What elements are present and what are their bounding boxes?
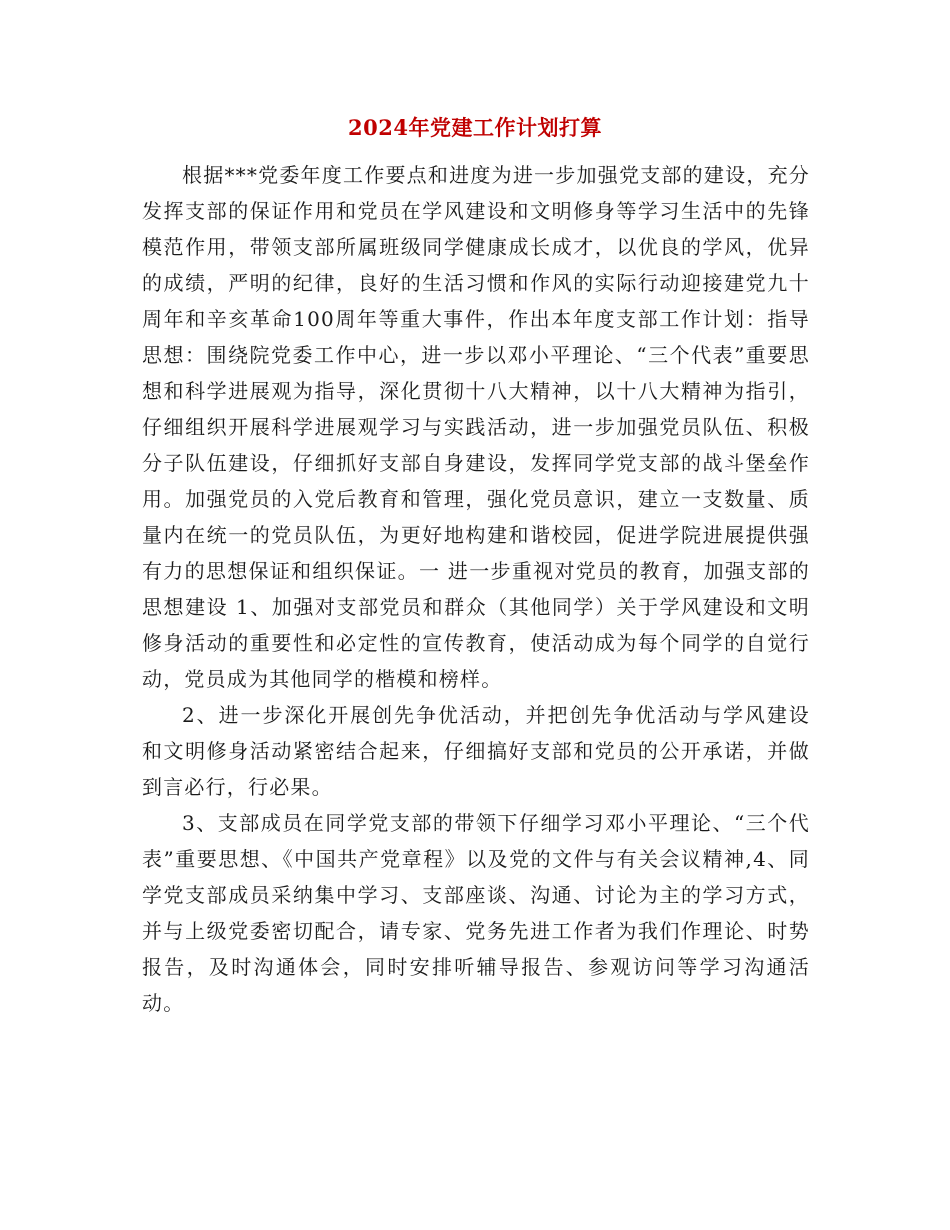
paragraph-3: 3、支部成员在同学党支部的带领下仔细学习邓小平理论、“三个代表”重要思想、《中国共产党章程》以及党的文件与有关会议精神,4、同学党支部成员采纳集中学习、支部座谈、沟通、讨论为主的学习方式，并与上级党委密切配合，请专家、党务先进工作者为我们作理论、时势报告，及时沟通体会，同时安排听辅导报告、参观访问等学习沟通活动。 [142, 811, 810, 1015]
paragraph-1: 根据***党委年度工作要点和进度为进一步加强党支部的建设，充分发挥支部的保证作用和党员在学风建设和文明修身等学习生活中的先锋模范作用，带领支部所属班级同学健康成长成才，以优良的学风，优异的成绩，严明的纪律，良好的生活习惯和作风的实际行动迎接建党九十周年和辛亥革命100周年等重大事件，作出本年度支部工作计划：指导思想：围绕院党委工作中心，进一步以邓小平理论、“三个代表”重要思想和科学进展观为指导，深化贯彻十八大精神，以十八大精神为指引，仔细组织开展科学进展观学习与实践活动，进一步加强党员队伍、积极分子队伍建设，仔细抓好支部自身建设，发挥同学党支部的战斗堡垒作用。加强党员的入党后教育和管理，强化党员意识，建立一支数量、质量内在统一的党员队伍，为更好地构建和谐校园，促进学院进展提供强有力的思想保证和组织保证。一 进一步重视对党员的教育，加强支部的思想建设 1、加强对支部党员和群众（其他同学）关于学风建设和文明修身活动的重要性和必定性的宣传教育，使活动成为每个同学的自觉行动，党员成为其他同学的楷模和榜样。 [142, 163, 810, 691]
document-title: 2024年党建工作计划打算 [348, 115, 602, 140]
paragraph-2: 2、进一步深化开展创先争优活动，并把创先争优活动与学风建设和文明修身活动紧密结合起来，仔细搞好支部和党员的公开承诺，并做到言必行，行必果。 [142, 703, 810, 799]
document-body [142, 157, 810, 1021]
